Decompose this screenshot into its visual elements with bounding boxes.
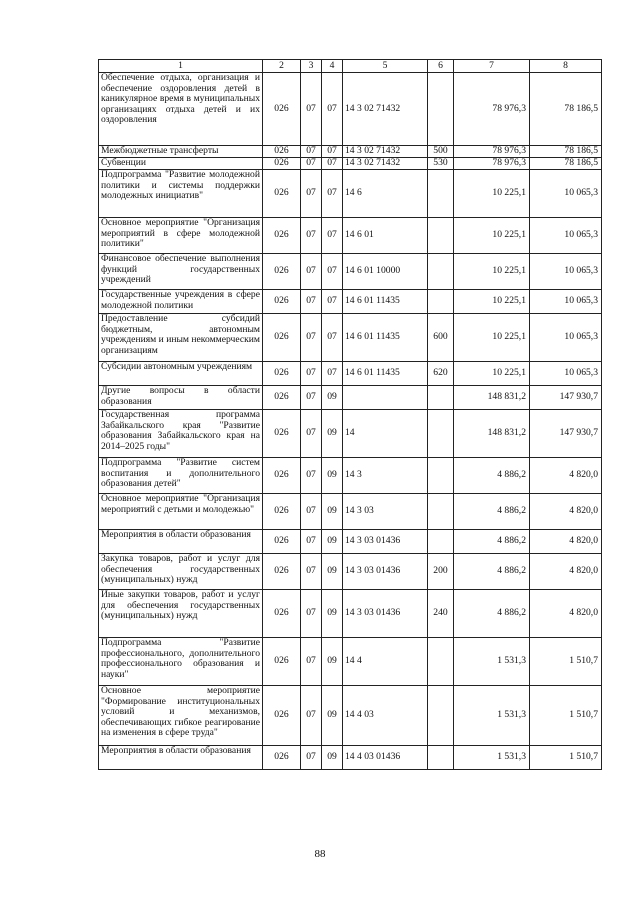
cell-sum-1: 148 831,2: [454, 386, 530, 410]
column-header-4: 4: [322, 60, 343, 73]
cell-csr: 14: [343, 410, 428, 458]
cell-sum-2: 10 065,3: [530, 290, 602, 314]
cell-min: 026: [263, 362, 301, 386]
row-name: Основное мероприятие "Организация мероприятий в сфере молодежной политики": [99, 218, 263, 254]
cell-pr: 07: [322, 362, 343, 386]
cell-sum-2: 10 065,3: [530, 170, 602, 218]
cell-pr: 07: [322, 170, 343, 218]
table-row: [99, 458, 602, 494]
column-header-2: 2: [263, 60, 301, 73]
cell-rz: 07: [301, 170, 322, 218]
table-row: [99, 746, 602, 770]
column-header-1: 1: [99, 60, 263, 73]
table-body: [99, 73, 602, 770]
cell-sum-1: 10 225,1: [454, 362, 530, 386]
table-row: [99, 590, 602, 638]
cell-sum-2: 78 186,5: [530, 146, 602, 158]
cell-vr: [428, 254, 454, 290]
cell-sum-1: 78 976,3: [454, 146, 530, 158]
cell-vr: 530: [428, 158, 454, 170]
cell-min: 026: [263, 254, 301, 290]
cell-csr: 14 3: [343, 458, 428, 494]
table-row: [99, 254, 602, 290]
cell-csr: 14 3 02 71432: [343, 158, 428, 170]
cell-sum-2: 4 820,0: [530, 494, 602, 530]
cell-pr: 09: [322, 686, 343, 746]
row-name: Государственная программа Забайкальского края "Развитие образования Забайкальского края на 2014–2025 годы": [99, 410, 263, 458]
table-row: [99, 170, 602, 218]
table-row: [99, 290, 602, 314]
table-row: [99, 494, 602, 530]
cell-pr: 07: [322, 254, 343, 290]
cell-vr: [428, 686, 454, 746]
cell-vr: 620: [428, 362, 454, 386]
cell-sum-1: 78 976,3: [454, 158, 530, 170]
row-name: Субвенции: [99, 158, 263, 170]
row-name: Государственные учреждения в сфере молодежной политики: [99, 290, 263, 314]
cell-csr: 14 3 03: [343, 494, 428, 530]
cell-pr: 09: [322, 530, 343, 554]
cell-sum-2: 10 065,3: [530, 254, 602, 290]
header-row: [99, 60, 602, 73]
cell-sum-2: 10 065,3: [530, 362, 602, 386]
cell-pr: 07: [322, 218, 343, 254]
cell-pr: 09: [322, 386, 343, 410]
cell-sum-2: 78 186,5: [530, 73, 602, 146]
cell-sum-2: 4 820,0: [530, 590, 602, 638]
cell-min: 026: [263, 314, 301, 362]
cell-vr: [428, 73, 454, 146]
cell-sum-1: 4 886,2: [454, 530, 530, 554]
cell-min: 026: [263, 554, 301, 590]
cell-sum-2: 1 510,7: [530, 638, 602, 686]
cell-sum-1: 4 886,2: [454, 494, 530, 530]
cell-sum-2: 1 510,7: [530, 686, 602, 746]
cell-vr: 500: [428, 146, 454, 158]
table-row: [99, 410, 602, 458]
cell-csr: 14 4: [343, 638, 428, 686]
row-name: Подпрограмма "Развитие молодежной политики и системы поддержки молодежных инициатив": [99, 170, 263, 218]
cell-rz: 07: [301, 386, 322, 410]
cell-csr: 14 3 03 01436: [343, 554, 428, 590]
cell-vr: [428, 410, 454, 458]
table-row: [99, 638, 602, 686]
cell-csr: [343, 386, 428, 410]
cell-min: 026: [263, 73, 301, 146]
cell-rz: 07: [301, 314, 322, 362]
row-name: Основное мероприятие "Организация мероприятий с детьми и молодежью": [99, 494, 263, 530]
cell-rz: 07: [301, 686, 322, 746]
cell-csr: 14 4 03 01436: [343, 746, 428, 770]
cell-vr: 240: [428, 590, 454, 638]
cell-sum-2: 78 186,5: [530, 158, 602, 170]
cell-vr: [428, 638, 454, 686]
cell-min: 026: [263, 530, 301, 554]
cell-sum-1: 4 886,2: [454, 458, 530, 494]
cell-rz: 07: [301, 290, 322, 314]
cell-pr: 09: [322, 590, 343, 638]
cell-csr: 14 3 02 71432: [343, 73, 428, 146]
cell-csr: 14 3 02 71432: [343, 146, 428, 158]
table-row: [99, 73, 602, 146]
cell-pr: 07: [322, 73, 343, 146]
cell-vr: [428, 530, 454, 554]
budget-table-sheet: [98, 59, 601, 770]
row-name: Обеспечение отдыха, организация и обеспечение оздоровления детей в каникулярное время в муниципальных организациях отдыха детей и их оздоровления: [99, 73, 263, 146]
column-header-3: 3: [301, 60, 322, 73]
cell-pr: 07: [322, 158, 343, 170]
cell-sum-1: 10 225,1: [454, 254, 530, 290]
cell-min: 026: [263, 146, 301, 158]
cell-csr: 14 6 01 11435: [343, 314, 428, 362]
cell-vr: 200: [428, 554, 454, 590]
row-name: Другие вопросы в области образования: [99, 386, 263, 410]
cell-rz: 07: [301, 638, 322, 686]
cell-pr: 07: [322, 146, 343, 158]
cell-sum-1: 1 531,3: [454, 638, 530, 686]
cell-rz: 07: [301, 494, 322, 530]
cell-sum-1: 78 976,3: [454, 73, 530, 146]
table-row: [99, 146, 602, 158]
cell-min: 026: [263, 410, 301, 458]
cell-vr: [428, 746, 454, 770]
cell-sum-2: 10 065,3: [530, 218, 602, 254]
row-name: Межбюджетные трансферты: [99, 146, 263, 158]
cell-sum-1: 4 886,2: [454, 554, 530, 590]
row-name: Финансовое обеспечение выполнения функций государственных учреждений: [99, 254, 263, 290]
cell-rz: 07: [301, 218, 322, 254]
cell-min: 026: [263, 746, 301, 770]
cell-pr: 07: [322, 290, 343, 314]
cell-rz: 07: [301, 254, 322, 290]
cell-min: 026: [263, 170, 301, 218]
cell-vr: [428, 458, 454, 494]
cell-sum-1: 1 531,3: [454, 746, 530, 770]
cell-rz: 07: [301, 554, 322, 590]
row-name: Мероприятия в области образования: [99, 746, 263, 770]
cell-pr: 09: [322, 746, 343, 770]
cell-rz: 07: [301, 73, 322, 146]
cell-csr: 14 6 01: [343, 218, 428, 254]
cell-sum-2: 147 930,7: [530, 410, 602, 458]
cell-min: 026: [263, 218, 301, 254]
cell-min: 026: [263, 686, 301, 746]
cell-csr: 14 6: [343, 170, 428, 218]
cell-sum-1: 10 225,1: [454, 314, 530, 362]
table-row: [99, 530, 602, 554]
cell-min: 026: [263, 590, 301, 638]
cell-rz: 07: [301, 362, 322, 386]
cell-pr: 09: [322, 638, 343, 686]
cell-sum-1: 1 531,3: [454, 686, 530, 746]
cell-pr: 09: [322, 554, 343, 590]
cell-sum-2: 147 930,7: [530, 386, 602, 410]
cell-rz: 07: [301, 158, 322, 170]
cell-vr: [428, 290, 454, 314]
cell-pr: 09: [322, 458, 343, 494]
cell-pr: 09: [322, 410, 343, 458]
cell-csr: 14 6 01 10000: [343, 254, 428, 290]
cell-csr: 14 6 01 11435: [343, 290, 428, 314]
cell-sum-1: 10 225,1: [454, 290, 530, 314]
table-row: [99, 686, 602, 746]
table-row: [99, 314, 602, 362]
cell-sum-1: 10 225,1: [454, 218, 530, 254]
row-name: Закупка товаров, работ и услуг для обеспечения государственных (муниципальных) нужд: [99, 554, 263, 590]
cell-min: 026: [263, 458, 301, 494]
cell-sum-2: 4 820,0: [530, 530, 602, 554]
cell-sum-1: 4 886,2: [454, 590, 530, 638]
cell-sum-2: 4 820,0: [530, 554, 602, 590]
cell-sum-2: 1 510,7: [530, 746, 602, 770]
column-header-8: 8: [530, 60, 602, 73]
cell-min: 026: [263, 290, 301, 314]
table-row: [99, 362, 602, 386]
page-number: 88: [314, 848, 326, 860]
cell-min: 026: [263, 638, 301, 686]
cell-vr: 600: [428, 314, 454, 362]
row-name: Подпрограмма "Развитие систем воспитания и дополнительного образования детей": [99, 458, 263, 494]
cell-vr: [428, 494, 454, 530]
cell-min: 026: [263, 494, 301, 530]
cell-vr: [428, 386, 454, 410]
table-row: [99, 158, 602, 170]
cell-sum-2: 4 820,0: [530, 458, 602, 494]
cell-sum-2: 10 065,3: [530, 314, 602, 362]
cell-csr: 14 4 03: [343, 686, 428, 746]
cell-rz: 07: [301, 746, 322, 770]
row-name: Предоставление субсидий бюджетным, автономным учреждениям и иным некоммерческим организациям: [99, 314, 263, 362]
column-header-7: 7: [454, 60, 530, 73]
cell-csr: 14 6 01 11435: [343, 362, 428, 386]
cell-min: 026: [263, 158, 301, 170]
cell-rz: 07: [301, 458, 322, 494]
cell-rz: 07: [301, 530, 322, 554]
cell-rz: 07: [301, 410, 322, 458]
cell-rz: 07: [301, 146, 322, 158]
row-name: Мероприятия в области образования: [99, 530, 263, 554]
cell-sum-1: 10 225,1: [454, 170, 530, 218]
cell-pr: 07: [322, 314, 343, 362]
table-row: [99, 218, 602, 254]
row-name: Основное мероприятие "Формирование институциональных условий и механизмов, обеспечивающих гибкое реагирование на изменения в сфере труда": [99, 686, 263, 746]
cell-csr: 14 3 03 01436: [343, 590, 428, 638]
cell-pr: 09: [322, 494, 343, 530]
column-header-6: 6: [428, 60, 454, 73]
cell-vr: [428, 218, 454, 254]
row-name: Подпрограмма "Развитие профессионального, дополнительного профессионального образования и науки": [99, 638, 263, 686]
table-row: [99, 386, 602, 410]
table-row: [99, 554, 602, 590]
cell-rz: 07: [301, 590, 322, 638]
column-header-5: 5: [343, 60, 428, 73]
cell-vr: [428, 170, 454, 218]
cell-min: 026: [263, 386, 301, 410]
cell-csr: 14 3 03 01436: [343, 530, 428, 554]
budget-table: [98, 59, 602, 770]
cell-sum-1: 148 831,2: [454, 410, 530, 458]
row-name: Иные закупки товаров, работ и услуг для обеспечения государственных (муниципальных) нужд: [99, 590, 263, 638]
row-name: Субсидии автономным учреждениям: [99, 362, 263, 386]
